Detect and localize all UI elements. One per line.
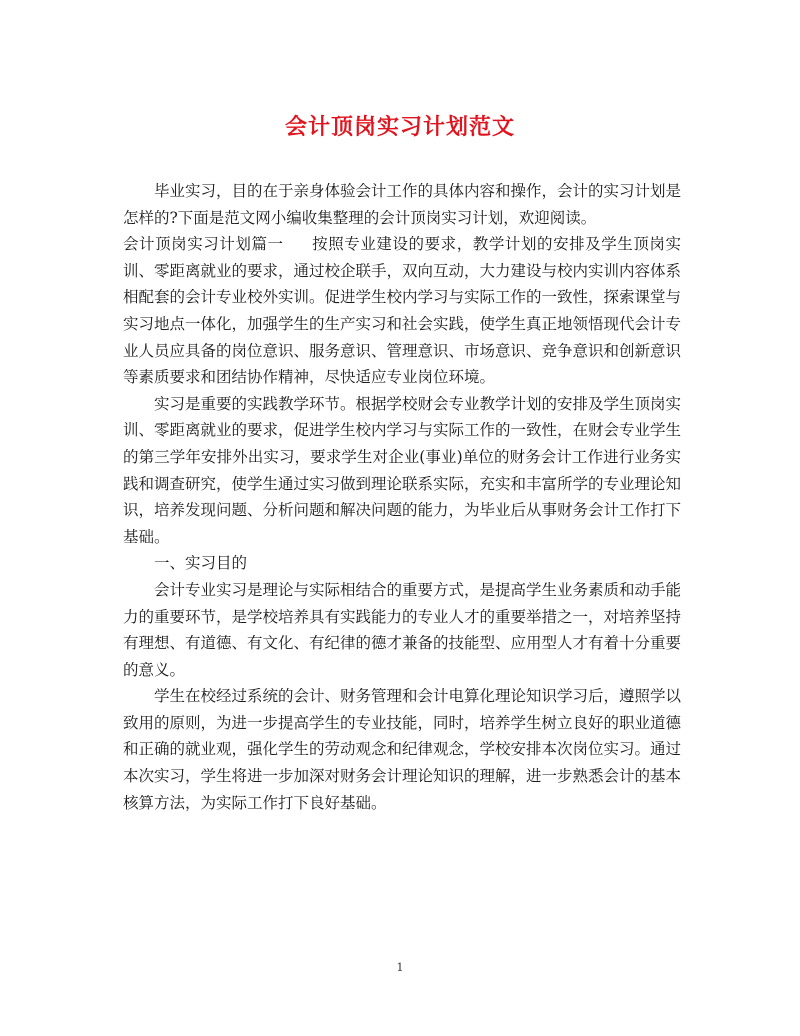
document-body [123,178,681,816]
section-label: 会计顶岗实习计划篇一 [123,235,284,254]
paragraph-purpose: 会计专业实习是理论与实际相结合的重要方式，是提高学生业务素质和动手能力的重要环节，是学校培养具有实践能力的专业人才的重要举措之一，对培养坚持有理想、有道德、有文化、有纪律的德才兼备的技能型、应用型人才有着十分重要的意义。 [123,580,682,679]
paragraph-study: 学生在校经过系统的会计、财务管理和会计电算化理论知识学习后，遵照学以致用的原则，为进一步提高学生的专业技能，同时，培养学生树立良好的职业道德和正确的就业观，强化学生的劳动观念和纪律观念，学校安排本次岗位实习。通过本次实习，学生将进一步加深对财务会计理论知识的理解，进一步熟悉会计的基本核算方法，为实际工作打下良好基础。 [123,687,682,812]
paragraph-practice: 实习是重要的实践教学环节。根据学校财会专业教学计划的安排及学生顶岗实训、零距离就业的要求，促进学生校内学习与实际工作的一致性，在财会专业学生的第三学年安排外出实习，要求学生对企业(事业)单位的财务会计工作进行业务实践和调查研究，使学生通过实习做到理论联系实际，充实和丰富所学的专业理论知识，培养发现问题、分析问题和解决问题的能力，为毕业后从事财务会计工作打下基础。 [123,394,682,546]
intro-paragraph: 毕业实习，目的在于亲身体验会计工作的具体内容和操作，会计的实习计划是怎样的?下面是范文网小编收集整理的会计顶岗实习计划，欢迎阅读。 [123,182,682,227]
section-text: 按照专业建设的要求，教学计划的安排及学生顶岗实训、零距离就业的要求，通过校企联手，双向互动，大力建设与校内实训内容体系相配套的会计专业校外实训。促进学生校内学习与实际工作的一致性，探索课堂与实习地点一体化，加强学生的生产实习和社会实践，使学生真正地领悟现代会计专业人员应具备的岗位意识、服务意识、管理意识、市场意识、竞争意识和创新意识等素质要求和团结协作精神，尽快适应专业岗位环境。 [123,235,682,387]
page-number: 1 [396,961,404,974]
document-title: 会计顶岗实习计划范文 [284,114,515,140]
heading-purpose: 一、实习目的 [154,554,248,573]
section-paragraph [123,231,681,391]
